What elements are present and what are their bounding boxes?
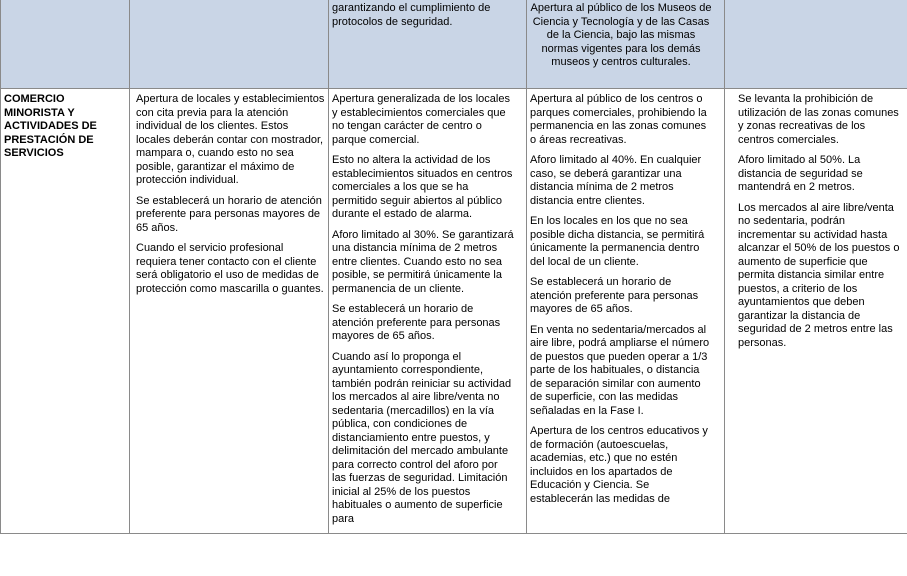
cell-paragraph: Aforo limitado al 30%. Se garantizará una distancia mínima de 2 metros entre clientes. Cuando esto no sea posible, se permitirá únicamente la permanencia de un cliente. [332, 228, 514, 295]
table-cell [1, 0, 130, 89]
cell-paragraph: Cuando así lo proponga el ayuntamiento correspondiente, también podrán reiniciar su actividad los mercados al aire libre/venta no sedentaria (mercadillos) en la vía pública, con condiciones de distanciamiento entre puestos, y delimitación del mercado ambulante para correcto control del aforo por las fuerzas de seguridad. Limitación inicial al 25% de los puestos habituales o aumento de superficie para [332, 350, 512, 525]
cell-paragraph: Esto no altera la actividad de los establecimientos situados en centros comerciales a los que se ha permitido seguir abiertos al público durante el estado de alarma. [332, 154, 513, 220]
cell-paragraph: En los locales en los que no sea posible dicha distancia, se permitirá únicamente la permanencia dentro del local de un cliente. [530, 215, 705, 268]
table-cell [130, 0, 329, 89]
table-cell [329, 89, 527, 534]
cell-paragraph: Los mercados al aire libre/venta no sedentaria, podrán incrementar su actividad hasta alcanzar el 50% de los puestos o aumento de superficie que permita distancia similar entre puestos, a criterio de los ayuntamientos que deben garantizar la distancia de seguridad de 2 metros entre las personas. [738, 201, 900, 349]
table-cell [527, 89, 725, 534]
cell-paragraph: Se establecerá un horario de atención preferente para personas mayores de 65 años. [332, 303, 501, 342]
cell-paragraph: garantizando el cumplimiento de protocolos de seguridad. [332, 2, 491, 28]
cell-paragraph: Apertura generalizada de los locales y establecimientos comerciales que no tengan carácter de centro o parque comercial. [332, 93, 510, 146]
table-row [1, 89, 907, 534]
table-cell [725, 89, 907, 534]
cell-paragraph: Apertura de locales y establecimientos con cita previa para la atención individual de los clientes. Estos locales deberán contar con mostrador, mampara o, cuando esto no sea posible, garantizar el máximo de protección individual. [136, 93, 325, 186]
cell-paragraph: Se establecerá un horario de atención preferente para personas mayores de 65 años. [530, 276, 699, 315]
table-cell [1, 89, 130, 534]
cell-paragraph: Apertura de los centros educativos y de formación (autoescuelas, academias, etc.) que no estén incluidos en los apartados de Educación y Ciencia. Se establecerán las medidas de [530, 425, 708, 505]
cell-paragraph: Se establecerá un horario de atención preferente para personas mayores de 65 años. [136, 194, 322, 234]
table-cell [130, 89, 329, 534]
table-cell [527, 0, 725, 89]
cell-paragraph: Aforo limitado al 50%. La distancia de seguridad se mantendrá en 2 metros. [738, 154, 863, 193]
cell-paragraph: Aforo limitado al 40%. En cualquier caso, se deberá garantizar una distancia mínima de 2 metros distancia entre clientes. [530, 154, 702, 207]
cell-paragraph: Se levanta la prohibición de utilización de las zonas comunes y zonas recreativas de los centros comerciales. [738, 93, 899, 146]
cell-paragraph: Apertura al público de los centros o parques comerciales, prohibiendo la permanencia en las zonas comunes o áreas recreativas. [530, 93, 707, 146]
table-cell [725, 0, 907, 89]
table-cell [329, 0, 527, 89]
cell-paragraph: En venta no sedentaria/mercados al aire libre, podrá ampliarse el número de puestos que pueden operar a 1/3 parte de los habituales, o distancia de separación similar con aumento de superficie, con las medidas señaladas en la Fase I. [530, 323, 710, 417]
table-row [1, 0, 907, 89]
cell-paragraph: Apertura al público de los Museos de Ciencia y Tecnología y de las Casas de la Ciencia, bajo las mismas normas vigentes para los demás museos y centros culturales. [530, 2, 712, 68]
cell-paragraph: Cuando el servicio profesional requiera tener contacto con el cliente será obligatorio el uso de medidas de protección como mascarilla o guantes. [136, 242, 324, 295]
section-label: COMERCIO MINORISTA Y ACTIVIDADES DE PRESTACIÓN DE SERVICIOS [4, 93, 97, 159]
